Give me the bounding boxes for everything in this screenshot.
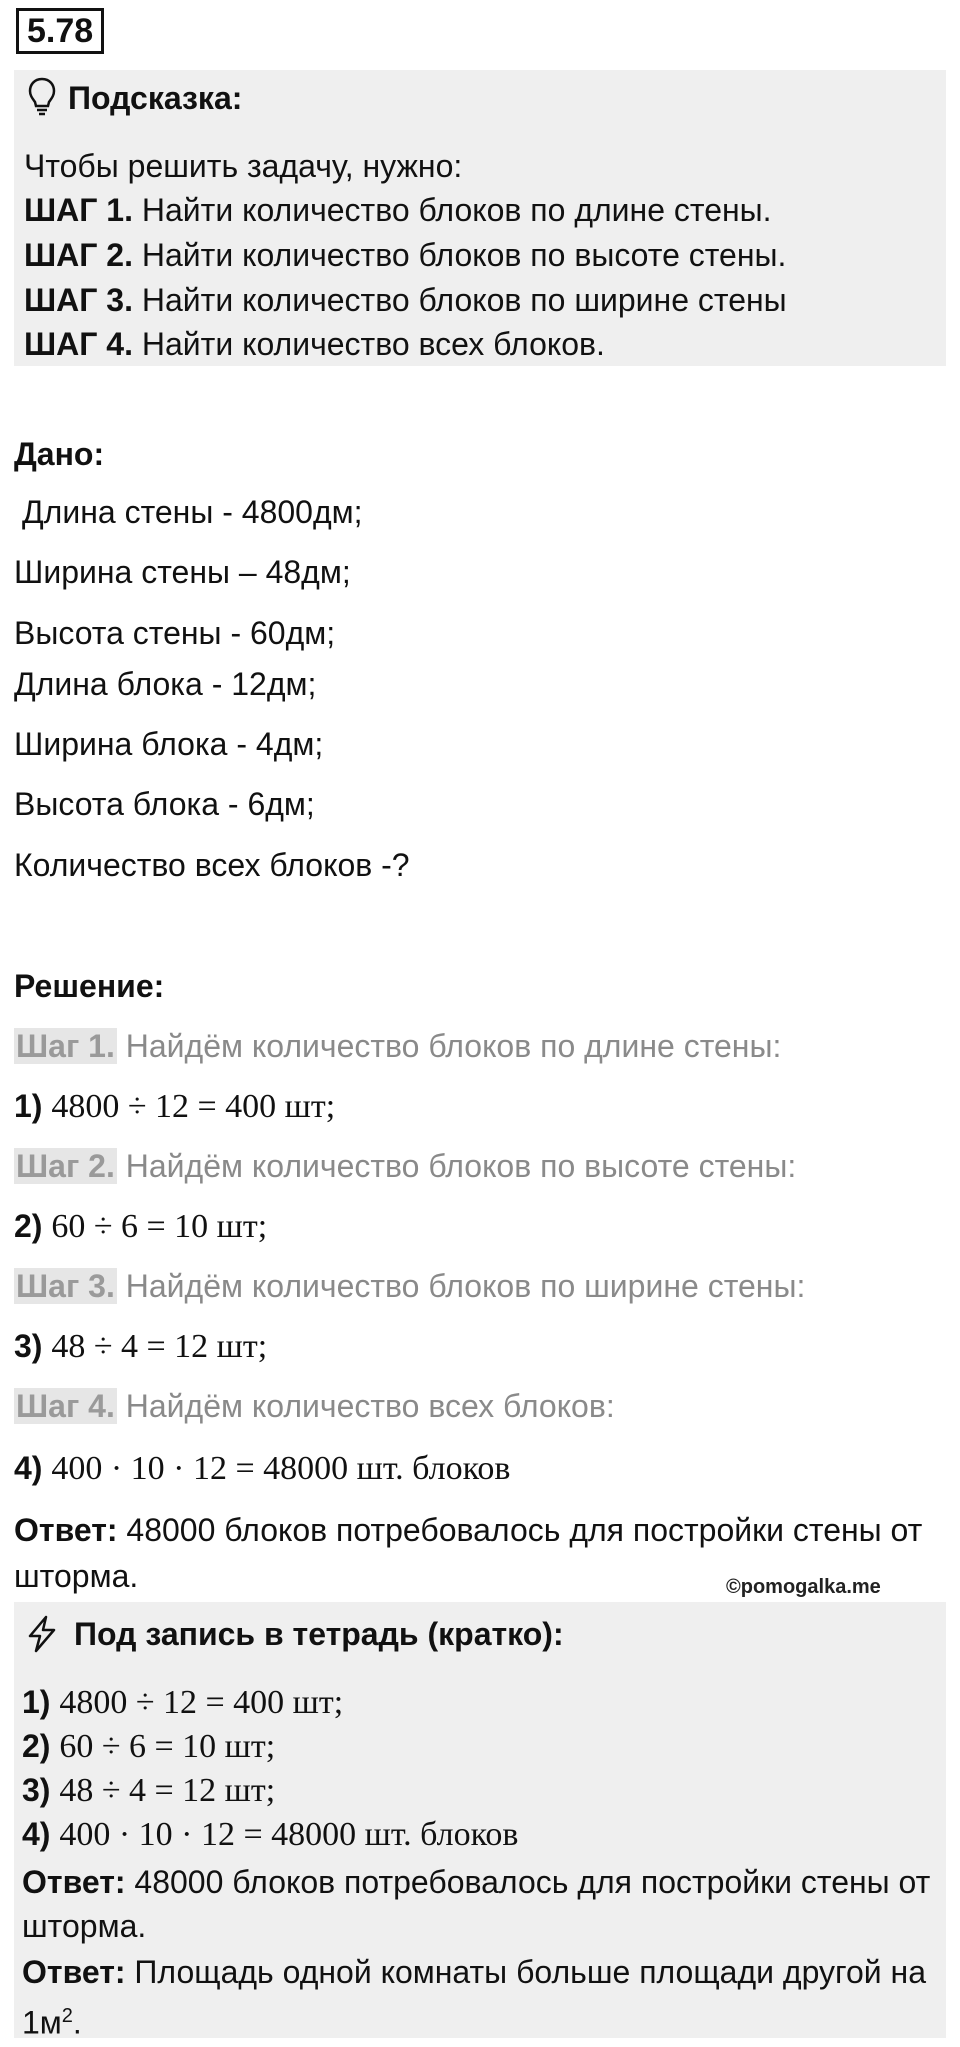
hint-step bbox=[24, 324, 605, 364]
hint-step-text: Найти количество всех блоков. bbox=[141, 326, 605, 362]
answer-label: Ответ: bbox=[22, 1954, 126, 1990]
formula: 48 ÷ 4 = 12 шт; bbox=[51, 1328, 268, 1365]
solution-answer bbox=[14, 1510, 922, 1550]
hint-step-text: Найти количество блоков по длине стены. bbox=[141, 192, 772, 228]
formula: 4800 ÷ 12 = 400 шт; bbox=[59, 1684, 344, 1721]
given-item: Длина стены - 4800дм; bbox=[22, 494, 363, 530]
solution-step-text: Найдём количество блоков по высоте стены: bbox=[125, 1148, 797, 1184]
formula: 400 · 10 · 12 = 48000 шт. блоков bbox=[51, 1450, 511, 1487]
hint-step-text: Найти количество блоков по ширине стены bbox=[141, 282, 787, 318]
answer-value: 1м bbox=[22, 2004, 62, 2041]
answer-text: 48000 блоков потребовалось для постройки стены от bbox=[134, 1864, 931, 1900]
notebook-formula bbox=[22, 1770, 275, 1811]
notebook-answer-2 bbox=[22, 1952, 926, 1992]
formula-number: 2) bbox=[22, 1728, 51, 1764]
formula-number: 2) bbox=[14, 1208, 43, 1244]
solution-formula bbox=[14, 1206, 267, 1247]
answer-exponent: 2 bbox=[61, 2005, 73, 2027]
problem-number: 5.78 bbox=[16, 8, 104, 54]
hint-step bbox=[24, 235, 786, 275]
formula: 48 ÷ 4 = 12 шт; bbox=[59, 1772, 276, 1809]
given-item: Ширина блока - 4дм; bbox=[14, 726, 324, 762]
formula-number: 4) bbox=[22, 1816, 51, 1852]
answer-label: Ответ: bbox=[22, 1864, 126, 1900]
lightning-icon bbox=[24, 1614, 60, 1654]
formula: 4800 ÷ 12 = 400 шт; bbox=[51, 1088, 336, 1125]
hint-step-label: ШАГ 3. bbox=[24, 282, 133, 318]
formula-number: 1) bbox=[22, 1684, 51, 1720]
answer-text: Площадь одной комнаты больше площади другой на bbox=[134, 1954, 927, 1990]
solution-title: Решение: bbox=[14, 968, 165, 1004]
given-item: Количество всех блоков -? bbox=[14, 847, 410, 883]
hint-step-label: ШАГ 2. bbox=[24, 237, 133, 273]
solution-formula bbox=[14, 1326, 267, 1367]
solution-step-label: Шаг 2. bbox=[16, 1148, 115, 1184]
given-item: Высота блока - 6дм; bbox=[14, 786, 315, 822]
formula-number: 3) bbox=[14, 1328, 43, 1364]
formula-number: 3) bbox=[22, 1772, 51, 1808]
hint-step-label: ШАГ 4. bbox=[24, 326, 133, 362]
given-item: Длина блока - 12дм; bbox=[14, 666, 317, 702]
hint-step bbox=[24, 190, 772, 230]
hint-step-label: ШАГ 1. bbox=[24, 192, 133, 228]
hint-step-text: Найти количество блоков по высоте стены. bbox=[141, 237, 787, 273]
formula-number: 1) bbox=[14, 1088, 43, 1124]
formula: 60 ÷ 6 = 10 шт; bbox=[59, 1728, 276, 1765]
notebook-formula bbox=[22, 1682, 343, 1723]
hint-title: Подсказка: bbox=[68, 80, 243, 116]
solution-formula bbox=[14, 1448, 510, 1489]
solution-step-label: Шаг 1. bbox=[16, 1028, 115, 1064]
solution-step bbox=[14, 1266, 805, 1306]
solution-step-text: Найдём количество всех блоков: bbox=[125, 1388, 615, 1424]
answer-text-cont bbox=[22, 1996, 82, 2043]
solution-step bbox=[14, 1026, 781, 1066]
formula: 400 · 10 · 12 = 48000 шт. блоков bbox=[59, 1816, 519, 1853]
formula-number: 4) bbox=[14, 1450, 43, 1486]
answer-text-cont: шторма. bbox=[14, 1558, 139, 1594]
solution-step-label: Шаг 4. bbox=[16, 1388, 115, 1424]
hint-intro: Чтобы решить задачу, нужно: bbox=[24, 148, 463, 184]
notebook-formula bbox=[22, 1814, 518, 1855]
solution-step-text: Найдём количество блоков по длине стены: bbox=[125, 1028, 782, 1064]
given-item: Высота стены - 60дм; bbox=[14, 615, 336, 651]
formula: 60 ÷ 6 = 10 шт; bbox=[51, 1208, 268, 1245]
notebook-formula bbox=[22, 1726, 275, 1767]
watermark: ©pomogalka.me bbox=[726, 1576, 881, 1598]
answer-text-cont: шторма. bbox=[22, 1908, 147, 1944]
answer-text: 48000 блоков потребовалось для постройки стены от bbox=[126, 1512, 923, 1548]
solution-formula bbox=[14, 1086, 335, 1127]
solution-step-text: Найдём количество блоков по ширине стены: bbox=[125, 1268, 806, 1304]
answer-label: Ответ: bbox=[14, 1512, 118, 1548]
hint-step bbox=[24, 280, 787, 320]
solution-step-label: Шаг 3. bbox=[16, 1268, 115, 1304]
solution-step bbox=[14, 1146, 796, 1186]
notebook-title: Под запись в тетрадь (кратко): bbox=[74, 1616, 564, 1652]
given-title: Дано: bbox=[14, 436, 105, 472]
notebook-answer bbox=[22, 1862, 930, 1902]
given-item: Ширина стены – 48дм; bbox=[14, 554, 351, 590]
lightbulb-icon bbox=[26, 76, 58, 116]
solution-step bbox=[14, 1386, 615, 1426]
answer-end: . bbox=[72, 2004, 82, 2041]
